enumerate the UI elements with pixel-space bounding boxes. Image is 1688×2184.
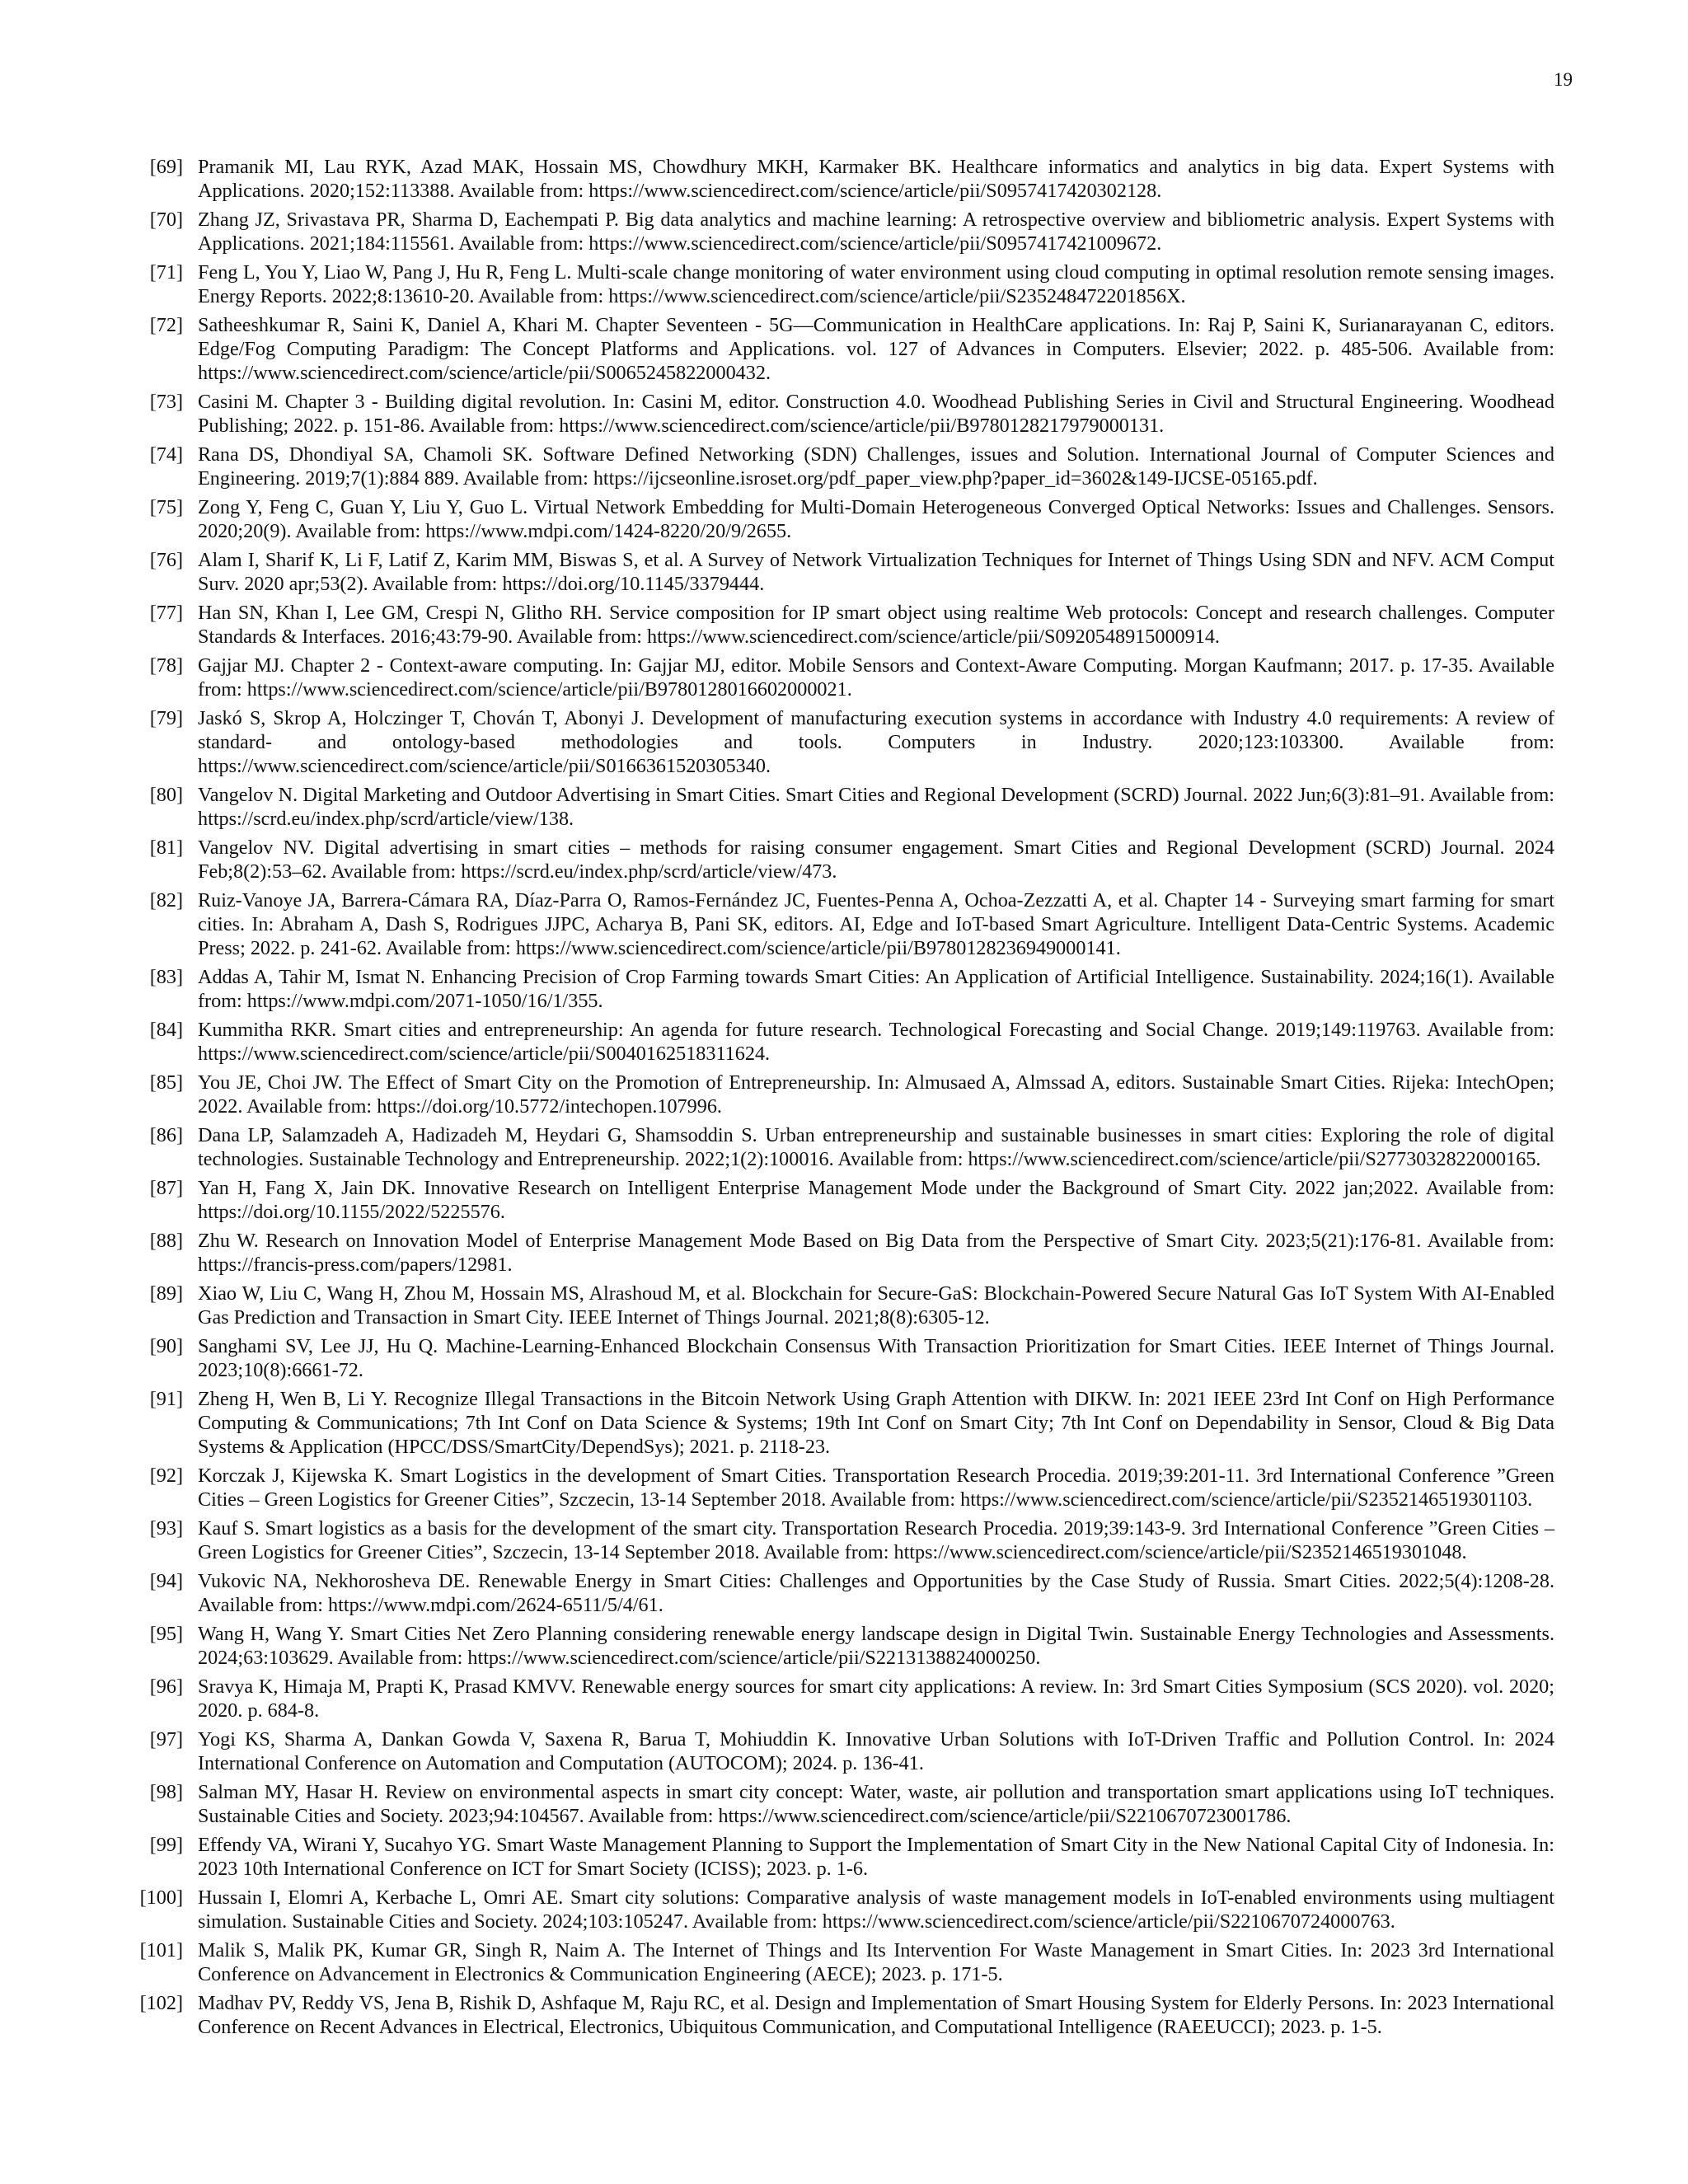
reference-text: Effendy VA, Wirani Y, Sucahyo YG. Smart Waste Management Planning to Support the Implementation of Smart City in the New National Capital City of Indonesia. In: 2023 10th International Conference on ICT for Smart Society (ICISS); 2023. p. 1-6. — [198, 1834, 1554, 1880]
reference-number: [91] — [149, 1388, 183, 1410]
reference-text: Feng L, You Y, Liao W, Pang J, Hu R, Feng L. Multi-scale change monitoring of water environment using cloud computing in optimal resolution remote sensing images. Energy Reports. 2022;8:13610-20. Available from: https://www.sciencedirect.com/science/article/pii/S235248472201856X. — [198, 261, 1554, 307]
reference-text: Gajjar MJ. Chapter 2 - Context-aware computing. In: Gajjar MJ, editor. Mobile Sensors and Context-Aware Computing. Morgan Kaufmann; 2017. p. 17-35. Available from: https://www.sciencedirect.com/science/article/pii/B9780128016602000021. — [198, 654, 1554, 701]
reference-number: [69] — [149, 156, 183, 178]
reference-item — [132, 1780, 1554, 1828]
reference-item — [132, 1123, 1554, 1171]
reference-item — [132, 313, 1554, 385]
reference-item — [132, 1464, 1554, 1511]
reference-item — [132, 1071, 1554, 1118]
reference-text: Hussain I, Elomri A, Kerbache L, Omri AE. Smart city solutions: Comparative analysis of waste management models in IoT-enabled environments using multiagent simulation. Sustainable Cities and Society. 2024;103:105247. Available from: https://www.sciencedirect.com/science/article/pii/S2210670724000763. — [198, 1886, 1554, 1933]
reference-text: You JE, Choi JW. The Effect of Smart City on the Promotion of Entrepreneurship. In: Almusaed A, Almssad A, editors. Sustainable Smart Cities. Rijeka: IntechOpen; 2022. Available from: https://doi.org/10.5772/intechopen.107996. — [198, 1071, 1554, 1118]
reference-text: Madhav PV, Reddy VS, Jena B, Rishik D, Ashfaque M, Raju RC, et al. Design and Implementation of Smart Housing System for Elderly Persons. In: 2023 International Conference on Recent Advances in Electrical, Electronics, Ubiquitous Communication, and Computational Intelligence (RAEEUCCI); 2023. p. 1-5. — [198, 1992, 1554, 2038]
reference-text: Casini M. Chapter 3 - Building digital revolution. In: Casini M, editor. Construction 4.0. Woodhead Publishing Series in Civil and Structural Engineering. Woodhead Publishing; 2022. p. 151-86. Available from: https://www.sciencedirect.com/science/article/pii/B9780128217979000131. — [198, 391, 1554, 437]
reference-number: [76] — [149, 549, 183, 571]
reference-number: [87] — [149, 1177, 183, 1199]
reference-item — [132, 1018, 1554, 1066]
reference-number: [85] — [149, 1071, 183, 1094]
reference-text: Ruiz-Vanoye JA, Barrera-Cámara RA, Díaz-Parra O, Ramos-Fernández JC, Fuentes-Penna A, Ochoa-Zezzatti A, et al. Chapter 14 - Surveying smart farming for smart cities. In: Abraham A, Dash S, Rodrigues JJPC, Acharya B, Pani SK, editors. AI, Edge and IoT-based Smart Agriculture. Intelligent Data-Centric Systems. Academic Press; 2022. p. 241-62. Available from: https://www.sciencedirect.com/science/article/pii/B9780128236949000141. — [198, 889, 1554, 959]
reference-item — [132, 1334, 1554, 1382]
reference-item — [132, 654, 1554, 701]
reference-item — [132, 1176, 1554, 1224]
reference-text: Sanghami SV, Lee JJ, Hu Q. Machine-Learning-Enhanced Blockchain Consensus With Transaction Prioritization for Smart Cities. IEEE Internet of Things Journal. 2023;10(8):6661-72. — [198, 1335, 1554, 1381]
page-number: 19 — [1554, 69, 1573, 90]
reference-text: Satheeshkumar R, Saini K, Daniel A, Khari M. Chapter Seventeen - 5G—Communication in HealthCare applications. In: Raj P, Saini K, Surianarayanan C, editors. Edge/Fog Computing Paradigm: The Concept Platforms and Applications. vol. 127 of Advances in Computers. Elsevier; 2022. p. 485-506. Available from: https://www.sciencedirect.com/science/article/pii/S0065245822000432. — [198, 314, 1554, 384]
reference-item — [132, 443, 1554, 490]
reference-text: Addas A, Tahir M, Ismat N. Enhancing Precision of Crop Farming towards Smart Cities: An Application of Artificial Intelligence. Sustainability. 2024;16(1). Available from: https://www.mdpi.com/2071-1050/16/1/355. — [198, 966, 1554, 1012]
reference-item — [132, 548, 1554, 596]
reference-text: Xiao W, Liu C, Wang H, Zhou M, Hossain MS, Alrashoud M, et al. Blockchain for Secure-GaS: Blockchain-Powered Secure Natural Gas IoT System With AI-Enabled Gas Prediction and Transaction in Smart City. IEEE Internet of Things Journal. 2021;8(8):6305-12. — [198, 1282, 1554, 1329]
reference-text: Malik S, Malik PK, Kumar GR, Singh R, Naim A. The Internet of Things and Its Intervention For Waste Management in Smart Cities. In: 2023 3rd International Conference on Advancement in Electronics & Communication Engineering (AECE); 2023. p. 171-5. — [198, 1939, 1554, 1985]
reference-text: Jaskó S, Skrop A, Holczinger T, Chován T, Abonyi J. Development of manufacturing execution systems in accordance with Industry 4.0 requirements: A review of standard- and ontology-based methodologies and tools. Computers in Industry. 2020;123:103300. Available from: https://www.sciencedirect.com/science/article/pii/S0166361520305340. — [198, 707, 1554, 777]
reference-item — [132, 208, 1554, 255]
reference-number: [84] — [149, 1019, 183, 1041]
reference-item — [132, 260, 1554, 308]
reference-item — [132, 1675, 1554, 1722]
reference-item — [132, 1387, 1554, 1459]
reference-text: Sravya K, Himaja M, Prapti K, Prasad KMVV. Renewable energy sources for smart city applications: A review. In: 3rd Smart Cities Symposium (SCS 2020). vol. 2020; 2020. p. 684-8. — [198, 1675, 1554, 1722]
reference-text: Wang H, Wang Y. Smart Cities Net Zero Planning considering renewable energy landscape design in Digital Twin. Sustainable Energy Technologies and Assessments. 2024;63:103629. Available from: https://www.sciencedirect.com/science/article/pii/S2213138824000250. — [198, 1623, 1554, 1669]
reference-number: [90] — [149, 1335, 183, 1357]
reference-number: [80] — [149, 784, 183, 806]
reference-text: Pramanik MI, Lau RYK, Azad MAK, Hossain MS, Chowdhury MKH, Karmaker BK. Healthcare informatics and analytics in big data. Expert Systems with Applications. 2020;152:113388. Available from: https://www.sciencedirect.com/science/article/pii/S0957417420302128. — [198, 156, 1554, 202]
reference-number: [83] — [149, 966, 183, 988]
reference-text: Vangelov N. Digital Marketing and Outdoor Advertising in Smart Cities. Smart Cities and Regional Development (SCRD) Journal. 2022 Jun;6(3):81–91. Available from: https://scrd.eu/index.php/scrd/article/view/138. — [198, 784, 1554, 830]
reference-text: Zhang JZ, Srivastava PR, Sharma D, Eachempati P. Big data analytics and machine learning: A retrospective overview and bibliometric analysis. Expert Systems with Applications. 2021;184:115561. Available from: https://www.sciencedirect.com/science/article/pii/S0957417421009672. — [198, 209, 1554, 255]
reference-text: Yogi KS, Sharma A, Dankan Gowda V, Saxena R, Barua T, Mohiuddin K. Innovative Urban Solutions with IoT-Driven Traffic and Pollution Control. In: 2024 International Conference on Automation and Computation (AUTOCOM); 2024. p. 136-41. — [198, 1728, 1554, 1774]
reference-item — [132, 965, 1554, 1013]
reference-item — [132, 1516, 1554, 1564]
reference-text: Dana LP, Salamzadeh A, Hadizadeh M, Heydari G, Shamsoddin S. Urban entrepreneurship and sustainable businesses in smart cities: Exploring the role of digital technologies. Sustainable Technology and Entrepreneurship. 2022;1(2):100016. Available from: https://www.sciencedirect.com/science/article/pii/S2773032822000165. — [198, 1124, 1554, 1170]
reference-item — [132, 1569, 1554, 1617]
reference-number: [102] — [139, 1992, 183, 2014]
reference-number: [82] — [149, 889, 183, 912]
reference-number: [70] — [149, 209, 183, 231]
reference-item — [132, 1622, 1554, 1670]
reference-text: Korczak J, Kijewska K. Smart Logistics in the development of Smart Cities. Transportation Research Procedia. 2019;39:201-11. 3rd International Conference ”Green Cities – Green Logistics for Greener Cities”, Szczecin, 13-14 September 2018. Available from: https://www.sciencedirect.com/science/article/pii/S2352146519301103. — [198, 1465, 1554, 1511]
reference-text: Vukovic NA, Nekhorosheva DE. Renewable Energy in Smart Cities: Challenges and Opportunities by the Case Study of Russia. Smart Cities. 2022;5(4):1208-28. Available from: https://www.mdpi.com/2624-6511/5/4/61. — [198, 1570, 1554, 1616]
reference-number: [92] — [149, 1465, 183, 1487]
reference-text: Salman MY, Hasar H. Review on environmental aspects in smart city concept: Water, waste, air pollution and transportation smart applications using IoT techniques. Sustainable Cities and Society. 2023;94:104567. Available from: https://www.sciencedirect.com/science/article/pii/S2210670723001786. — [198, 1781, 1554, 1827]
reference-item — [132, 1991, 1554, 2039]
reference-text: Rana DS, Dhondiyal SA, Chamoli SK. Software Defined Networking (SDN) Challenges, issues and Solution. International Journal of Computer Sciences and Engineering. 2019;7(1):884 889. Available from: https://ijcseonline.isroset.org/pdf_paper_view.php?paper_id=3602&149-IJCSE-05165.pdf. — [198, 443, 1554, 490]
reference-text: Kauf S. Smart logistics as a basis for the development of the smart city. Transportation Research Procedia. 2019;39:143-9. 3rd International Conference ”Green Cities – Green Logistics for Greener Cities”, Szczecin, 13-14 September 2018. Available from: https://www.sciencedirect.com/science/article/pii/S2352146519301048. — [198, 1517, 1554, 1563]
reference-number: [88] — [149, 1230, 183, 1252]
reference-number: [95] — [149, 1623, 183, 1645]
reference-number: [78] — [149, 654, 183, 677]
reference-number: [93] — [149, 1517, 183, 1540]
reference-number: [74] — [149, 443, 183, 466]
reference-number: [73] — [149, 391, 183, 413]
reference-number: [89] — [149, 1282, 183, 1305]
reference-item — [132, 706, 1554, 778]
reference-item — [132, 1938, 1554, 1986]
reference-number: [99] — [149, 1834, 183, 1856]
reference-item — [132, 836, 1554, 883]
reference-item — [132, 390, 1554, 438]
reference-text: Zong Y, Feng C, Guan Y, Liu Y, Guo L. Virtual Network Embedding for Multi-Domain Heterogeneous Converged Optical Networks: Issues and Challenges. Sensors. 2020;20(9). Available from: https://www.mdpi.com/1424-8220/20/9/2655. — [198, 496, 1554, 542]
reference-item — [132, 155, 1554, 203]
reference-text: Kummitha RKR. Smart cities and entrepreneurship: An agenda for future research. Technological Forecasting and Social Change. 2019;149:119763. Available from: https://www.sciencedirect.com/science/article/pii/S0040162518311624. — [198, 1019, 1554, 1065]
reference-text: Zhu W. Research on Innovation Model of Enterprise Management Mode Based on Big Data from the Perspective of Smart City. 2023;5(21):176-81. Available from: https://francis-press.com/papers/12981. — [198, 1230, 1554, 1276]
reference-item — [132, 888, 1554, 960]
reference-number: [81] — [149, 837, 183, 859]
reference-text: Alam I, Sharif K, Li F, Latif Z, Karim MM, Biswas S, et al. A Survey of Network Virtualization Techniques for Internet of Things Using SDN and NFV. ACM Comput Surv. 2020 apr;53(2). Available from: https://doi.org/10.1145/3379444. — [198, 549, 1554, 595]
reference-number: [96] — [149, 1675, 183, 1698]
reference-number: [98] — [149, 1781, 183, 1803]
reference-number: [77] — [149, 602, 183, 624]
reference-text: Zheng H, Wen B, Li Y. Recognize Illegal Transactions in the Bitcoin Network Using Graph Attention with DIKW. In: 2021 IEEE 23rd Int Conf on High Performance Computing & Communications; 7th Int Conf on Data Science & Systems; 19th Int Conf on Smart City; 7th Int Conf on Dependability in Sensor, Cloud & Big Data Systems & Application (HPCC/DSS/SmartCity/DependSys); 2021. p. 2118-23. — [198, 1388, 1554, 1458]
reference-item — [132, 495, 1554, 543]
reference-item — [132, 1886, 1554, 1933]
reference-number: [71] — [149, 261, 183, 284]
reference-number: [75] — [149, 496, 183, 518]
reference-item — [132, 783, 1554, 831]
reference-number: [72] — [149, 314, 183, 336]
reference-item — [132, 1229, 1554, 1277]
reference-number: [101] — [139, 1939, 183, 1961]
reference-number: [94] — [149, 1570, 183, 1592]
reference-number: [79] — [149, 707, 183, 729]
reference-item — [132, 1833, 1554, 1881]
reference-number: [100] — [139, 1886, 183, 1909]
reference-number: [86] — [149, 1124, 183, 1146]
reference-text: Yan H, Fang X, Jain DK. Innovative Research on Intelligent Enterprise Management Mode under the Background of Smart City. 2022 jan;2022. Available from: https://doi.org/10.1155/2022/5225576. — [198, 1177, 1554, 1223]
reference-list — [132, 155, 1554, 2044]
reference-number: [97] — [149, 1728, 183, 1750]
reference-item — [132, 601, 1554, 649]
reference-item — [132, 1282, 1554, 1329]
reference-item — [132, 1727, 1554, 1775]
reference-text: Han SN, Khan I, Lee GM, Crespi N, Glitho RH. Service composition for IP smart object using realtime Web protocols: Concept and research challenges. Computer Standards & Interfaces. 2016;43:79-90. Available from: https://www.sciencedirect.com/science/article/pii/S0920548915000914. — [198, 602, 1554, 648]
reference-text: Vangelov NV. Digital advertising in smart cities – methods for raising consumer engagement. Smart Cities and Regional Development (SCRD) Journal. 2024 Feb;8(2):53–62. Available from: https://scrd.eu/index.php/scrd/article/view/473. — [198, 837, 1554, 883]
